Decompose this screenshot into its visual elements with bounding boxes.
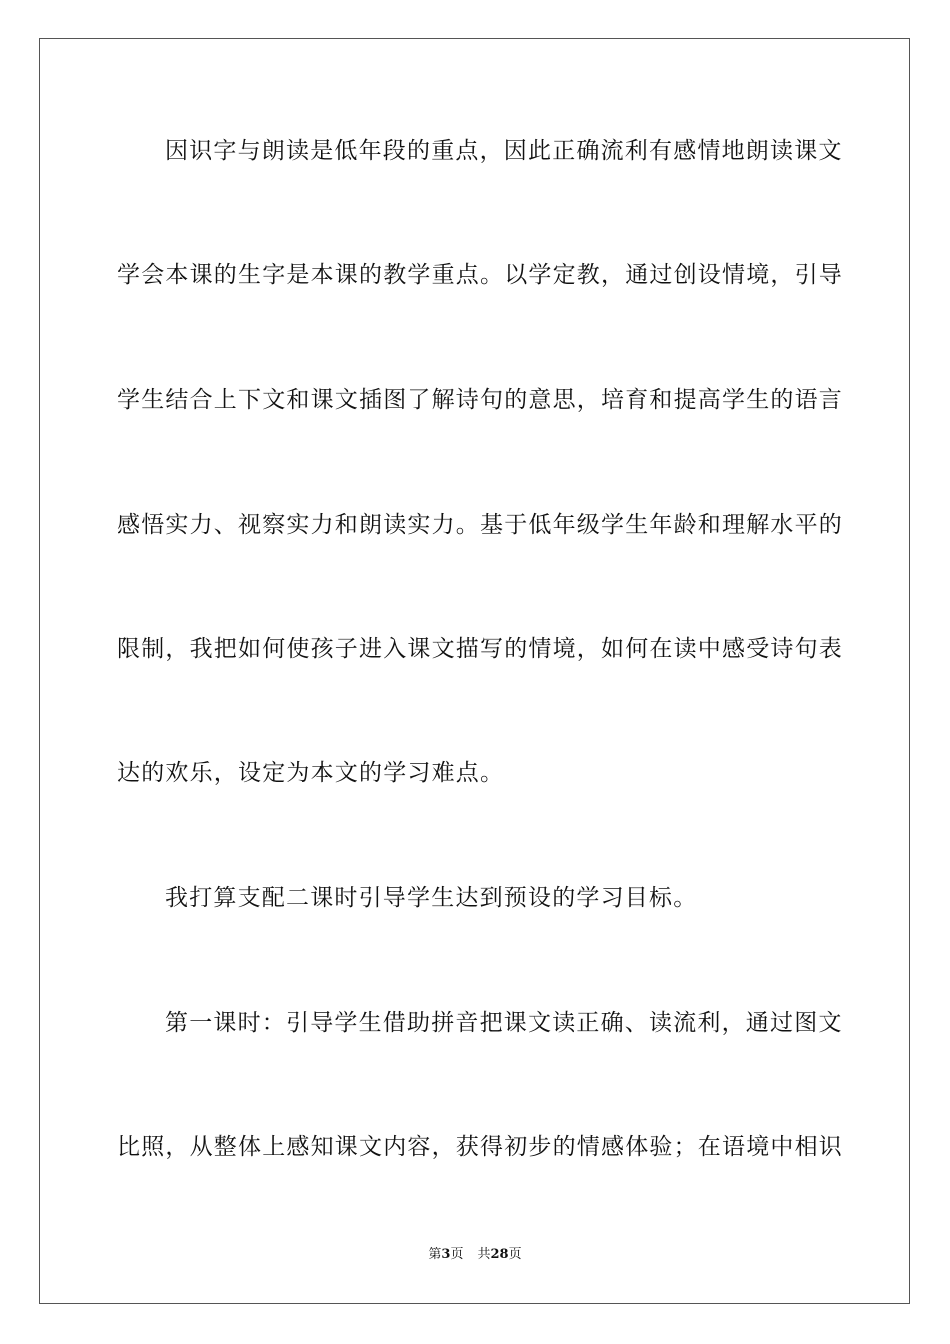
footer-page-total: 28 — [490, 1247, 509, 1262]
page-frame — [39, 38, 910, 1304]
footer-total-suffix: 页 — [508, 1247, 522, 1262]
paragraph-1-line-4: 感悟实力、视察实力和朗读实力。基于低年级学生年龄和理解水平的 — [117, 512, 843, 538]
paragraph-1-line-1: 因识字与朗读是低年段的重点，因此正确流利有感情地朗读课文 — [165, 138, 843, 164]
paragraph-1-line-3: 学生结合上下文和课文插图了解诗句的意思，培育和提高学生的语言 — [117, 387, 843, 413]
footer-page-current: 3 — [441, 1247, 451, 1262]
paragraph-3-line-2: 比照，从整体上感知课文内容，获得初步的情感体验；在语境中相识 — [117, 1134, 843, 1160]
footer-total-prefix: 共 — [477, 1247, 491, 1262]
paragraph-3-line-1: 第一课时：引导学生借助拼音把课文读正确、读流利，通过图文 — [165, 1010, 843, 1036]
page-footer — [0, 1246, 950, 1264]
footer-page-prefix: 第 — [428, 1247, 442, 1262]
paragraph-1-line-2: 学会本课的生字是本课的教学重点。以学定教，通过创设情境，引导 — [117, 262, 843, 288]
paragraph-2-line-1: 我打算支配二课时引导学生达到预设的学习目标。 — [165, 885, 698, 911]
paragraph-1-line-6: 达的欢乐，设定为本文的学习难点。 — [117, 760, 505, 786]
footer-page-suffix: 页 — [450, 1247, 464, 1262]
paragraph-1-line-5: 限制，我把如何使孩子进入课文描写的情境，如何在读中感受诗句表 — [117, 636, 843, 662]
